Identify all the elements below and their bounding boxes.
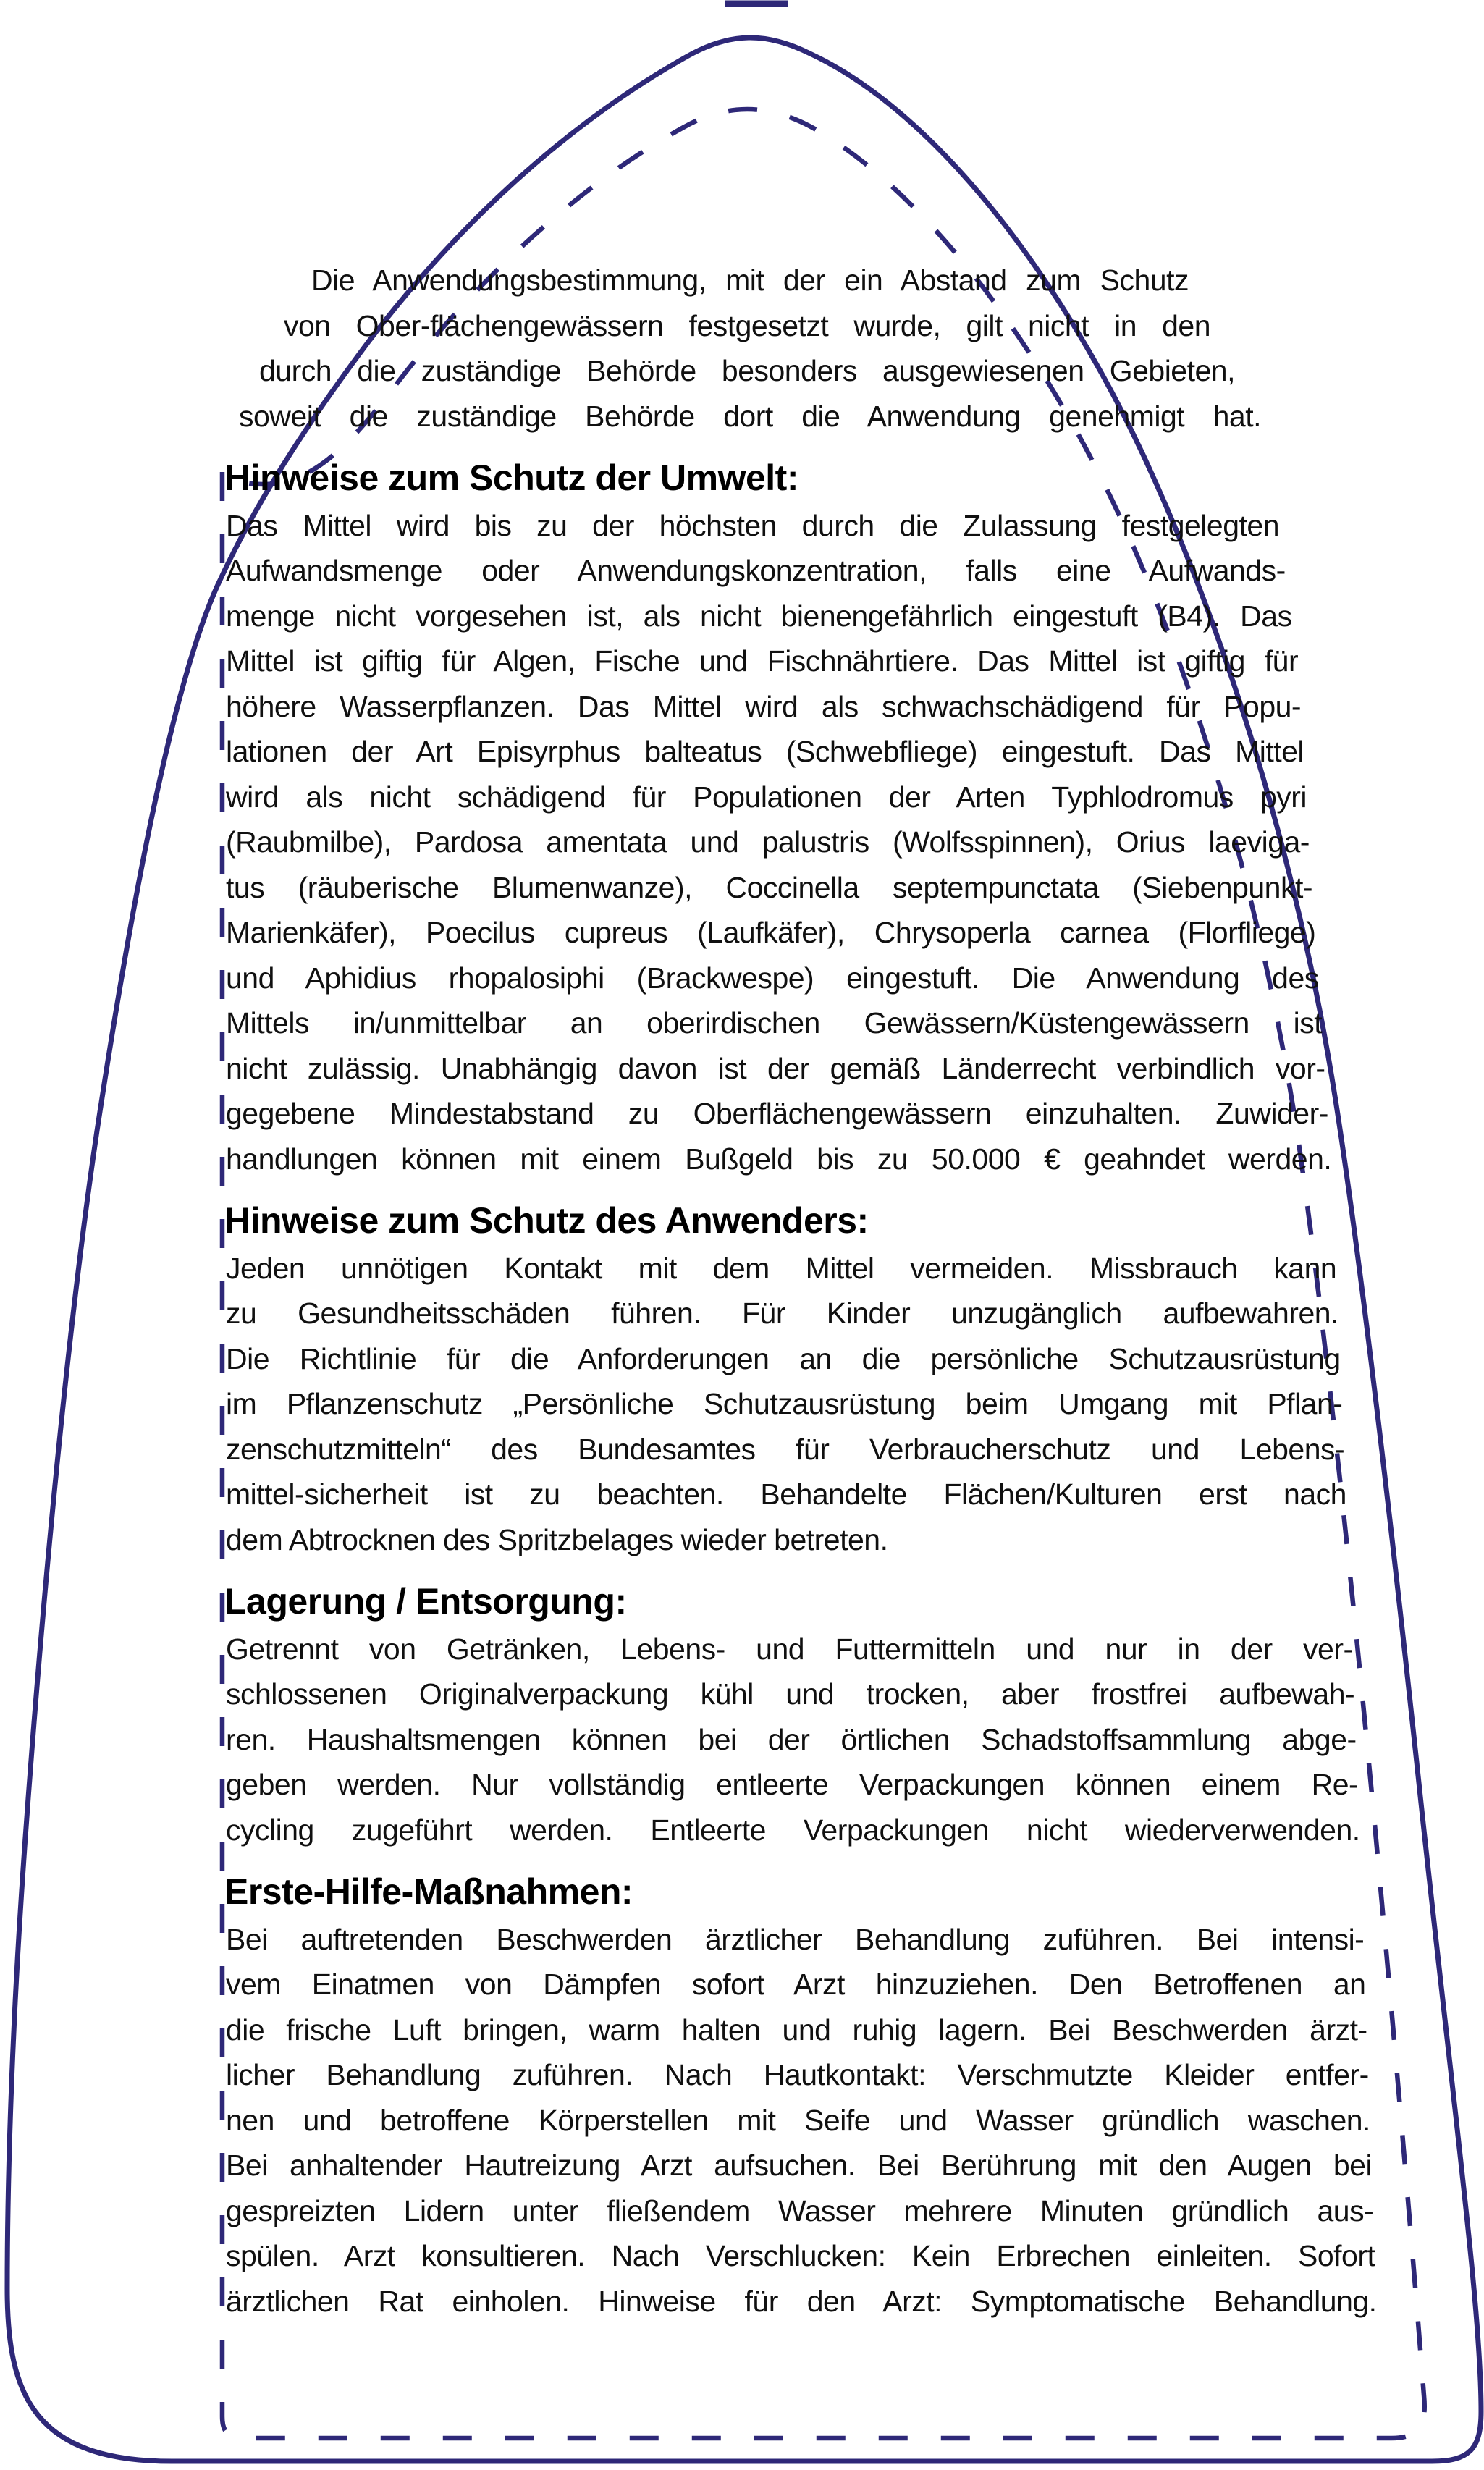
text-line: Die Richtlinie für die Anforderungen an die persönliche Schutzausrüstung [226, 1341, 1341, 1375]
text-line: durch die zuständige Behörde besonders ausgewiesenen Gebieten, [259, 354, 1235, 387]
section-heading: Hinweise zum Schutz des Anwenders: [224, 1200, 869, 1241]
text-line: und Aphidius rhopalosiphi (Brackwespe) eingestuft. Die Anwendung des [226, 961, 1319, 995]
text-line: licher Behandlung zuführen. Nach Hautkontakt: Verschmutzte Kleider entfer- [226, 2058, 1369, 2091]
text-line: zenschutzmitteln“ des Bundesamtes für Verbraucherschutz und Lebens- [226, 1432, 1345, 1466]
text-line: wird als nicht schädigend für Populationen der Arten Typhlodromus pyri [226, 780, 1307, 814]
text-line: handlungen können mit einem Bußgeld bis zu 50.000 € geahndet werden. [226, 1142, 1332, 1176]
text-line: ren. Haushaltsmengen können bei der örtlichen Schadstoffsammlung abge- [226, 1722, 1357, 1756]
text-line: Marienkäfer), Poecilus cupreus (Laufkäfer), Chrysoperla carnea (Florfliege) [226, 916, 1316, 949]
text-line: nen und betroffene Körperstellen mit Seife und Wasser gründlich waschen. [226, 2103, 1370, 2137]
text-line: (Raubmilbe), Pardosa amentata und palustris (Wolfsspinnen), Orius laeviga- [226, 825, 1310, 859]
text-line: die frische Luft bringen, warm halten und ruhig lagern. Bei Beschwerden ärzt- [226, 2012, 1367, 2047]
text-line: Die Anwendungsbestimmung, mit der ein Abstand zum Schutz [311, 264, 1189, 297]
text-line: cycling zugeführt werden. Entleerte Verpackungen nicht wiederverwenden. [226, 1813, 1360, 1847]
text-line: spülen. Arzt konsultieren. Nach Verschlucken: Kein Erbrechen einleiten. Sofort [226, 2239, 1375, 2272]
text-line: vem Einatmen von Dämpfen sofort Arzt hinzuziehen. Den Betroffenen an [226, 1968, 1366, 2001]
section-heading: Lagerung / Entsorgung: [224, 1581, 627, 1622]
text-line: gespreizten Lidern unter fließendem Wasser mehrere Minuten gründlich aus- [226, 2193, 1374, 2227]
text-line: mittel-sicherheit ist zu beachten. Behandelte Flächen/Kulturen erst nach [226, 1478, 1346, 1511]
text-line: im Pflanzenschutz „Persönliche Schutzausrüstung beim Umgang mit Pflan- [226, 1387, 1343, 1420]
text-line: nicht zulässig. Unabhängig davon ist der gemäß Länderrecht verbindlich vor- [226, 1051, 1325, 1085]
text-line: Jeden unnötigen Kontakt mit dem Mittel vermeiden. Missbrauch kann [226, 1251, 1337, 1285]
text-line: gegebene Mindestabstand zu Oberflächengewässern einzuhalten. Zuwider- [226, 1097, 1328, 1130]
text-line: Mittels in/unmittelbar an oberirdischen Gewässern/Küstengewässern ist [226, 1006, 1323, 1040]
text-line: dem Abtrocknen des Spritzbelages wieder betreten. [226, 1522, 888, 1556]
text-line: Mittel ist giftig für Algen, Fische und Fischnährtiere. Das Mittel ist giftig für [226, 644, 1299, 678]
section-heading: Erste-Hilfe-Maßnahmen: [224, 1871, 633, 1912]
text-line: zu Gesundheitsschäden führen. Für Kinder unzugänglich aufbewahren. [226, 1297, 1338, 1330]
text-line: schlossenen Originalverpackung kühl und trocken, aber frostfrei aufbewah- [226, 1677, 1355, 1711]
text-line: Bei anhaltender Hautreizung Arzt aufsuchen. Bei Berührung mit den Augen bei [226, 2149, 1373, 2182]
section-heading: Hinweise zum Schutz der Umwelt: [224, 458, 798, 498]
text-line: menge nicht vorgesehen ist, als nicht bienengefährlich eingestuft (B4). Das [226, 599, 1292, 633]
label-text [0, 258, 1484, 2324]
text-line: soweit die zuständige Behörde dort die Anwendung genehmigt hat. [239, 399, 1261, 433]
text-line: geben werden. Nur vollständig entleerte Verpackungen können einem Re- [226, 1768, 1359, 1801]
text-line: höhere Wasserpflanzen. Das Mittel wird als schwachschädigend für Popu- [226, 689, 1302, 723]
text-line: von Ober-flächengewässern festgesetzt wurde, gilt nicht in den [284, 308, 1210, 342]
text-line: Bei auftretenden Beschwerden ärztlicher Behandlung zuführen. Bei intensi- [226, 1922, 1365, 1956]
text-line: lationen der Art Episyrphus balteatus (Schwebfliege) eingestuft. Das Mittel [226, 735, 1304, 768]
text-line: Aufwandsmenge oder Anwendungskonzentration, falls eine Aufwands- [226, 554, 1286, 587]
text-line: ärztlichen Rat einholen. Hinweise für den Arzt: Symptomatische Behandlung. [226, 2284, 1377, 2318]
text-line: Das Mittel wird bis zu der höchsten durch die Zulassung festgelegten [226, 508, 1280, 542]
text-line: tus (räuberische Blumenwanze), Coccinella septempunctata (Siebenpunkt- [226, 870, 1313, 904]
text-line: Getrennt von Getränken, Lebens- und Futtermitteln und nur in der ver- [226, 1632, 1353, 1666]
